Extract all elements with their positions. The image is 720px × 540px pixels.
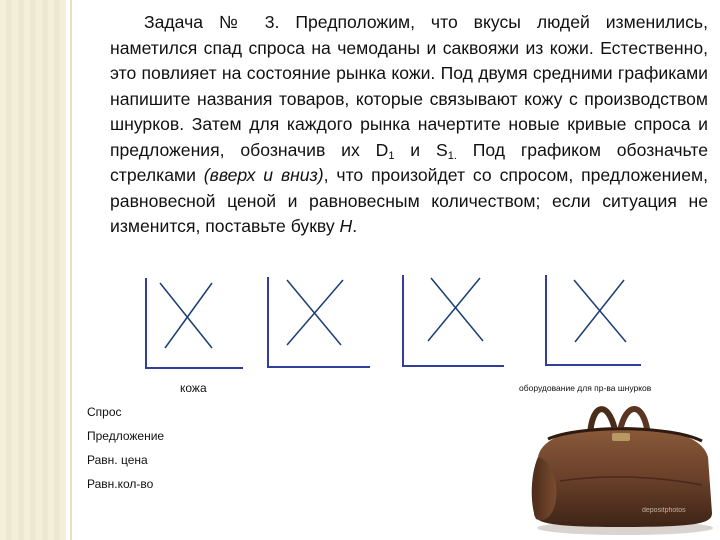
task-heading: Задача № 3. (144, 12, 280, 32)
task-sentence-5b: , что произойдет со спросом, предложением, равновесной ценой и равновесным количеством; если ситуация не изменится, поставьте букву (110, 165, 708, 236)
caption-equipment: оборудование для пр-ва шнурков (519, 383, 652, 393)
graph-2-demand-curve (287, 280, 341, 345)
legend-demand: Спрос (87, 405, 122, 419)
graph-1-supply-curve (165, 283, 212, 348)
task-text (110, 10, 708, 240)
legend-supply: Предложение (87, 429, 165, 443)
task-sentence-4b: и S (394, 139, 448, 160)
graph-4-equipment (546, 275, 641, 365)
graph-4-axes (546, 275, 641, 365)
legend-equilibrium-price: Равн. цена (87, 453, 148, 467)
decorative-side-line (70, 0, 72, 540)
decorative-side-band (0, 0, 66, 540)
graph-2-supply-curve (287, 280, 343, 345)
bag-clasp (612, 433, 630, 441)
graph-4-supply-curve (575, 280, 624, 342)
caption-leather: кожа (180, 381, 207, 395)
task-sentence-4a: Затем для каждого рынка начертите новые кривые спроса и предложения, обозначив их D (110, 114, 708, 160)
graph-3-axes (403, 275, 504, 366)
graph-3-supply-curve (428, 278, 480, 341)
graph-2-axes (268, 277, 370, 367)
graph-3-demand-curve (431, 278, 483, 341)
graph-3 (403, 275, 504, 366)
answer-legend (87, 405, 164, 501)
graph-1-demand-curve (160, 283, 212, 348)
graph-1-axes (146, 278, 243, 368)
task-arrows-italic: (вверх и вниз) (203, 165, 324, 185)
legend-equilibrium-quantity: Равн.кол-во (87, 477, 154, 491)
task-sentence-5a: Под графиком обозначьте стрелками (110, 139, 708, 185)
graph-1-leather (146, 278, 243, 368)
s-subscript: 1. (447, 149, 457, 162)
graph-2 (268, 277, 370, 367)
task-sentence-2: Естественно, это повлияет на состояние рынка кожи. (110, 37, 708, 83)
graph-4-demand-curve (574, 280, 626, 342)
d-subscript: 1 (388, 149, 395, 162)
task-sentence-1: Предположим, что вкусы людей изменились, наметился спад спроса на чемоданы и саквояжи из кожи. (110, 12, 708, 58)
task-sentence-3: Под двумя средними графиками напишите названия товаров, которые связывают кожу с производством шнурков. (110, 63, 708, 134)
task-sentence-5-end: . (352, 216, 358, 236)
bag-watermark: depositphotos (642, 507, 686, 514)
task-letter-h: Н (339, 216, 353, 236)
leather-bag-image (520, 395, 720, 540)
